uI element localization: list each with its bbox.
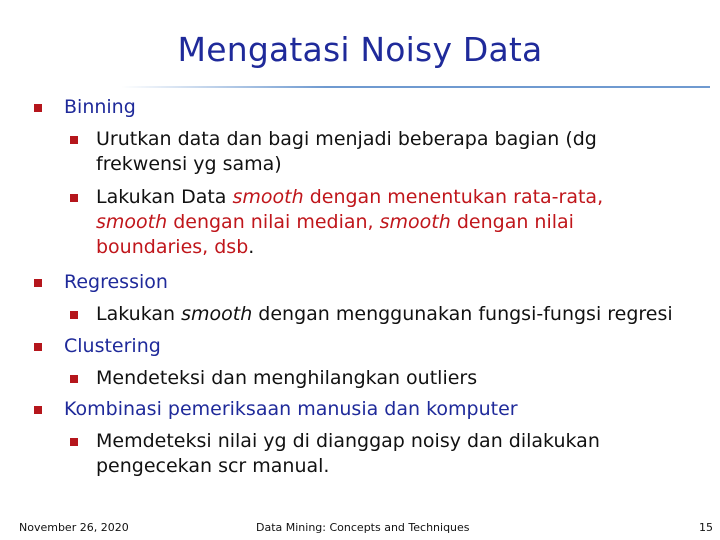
binning-sub2-period: . xyxy=(248,236,255,258)
bullet-icon xyxy=(70,136,78,144)
footer-date: November 26, 2020 xyxy=(19,521,129,534)
binning-sub1-line2: frekwensi yg sama) xyxy=(96,153,282,175)
binning-sub2-text: Lakukan Data xyxy=(96,186,233,208)
binning-sub2-text: boundaries, dsb xyxy=(96,236,249,258)
kombinasi-sub1-line1: Memdeteksi nilai yg di dianggap noisy dan dilakukan xyxy=(96,430,600,452)
bullet-icon xyxy=(34,343,42,351)
regression-sub1-smooth: smooth xyxy=(181,303,253,325)
bullet-clustering: Clustering xyxy=(64,335,161,357)
bullet-icon xyxy=(34,279,42,287)
binning-sub2-line3 xyxy=(96,236,254,258)
slide-title: Mengatasi Noisy Data xyxy=(177,30,543,69)
bullet-icon xyxy=(70,375,78,383)
regression-sub1-text: Lakukan xyxy=(96,303,182,325)
footer-title: Data Mining: Concepts and Techniques xyxy=(256,521,470,534)
bullet-icon xyxy=(70,194,78,202)
binning-sub2-text: dengan nilai xyxy=(450,211,574,233)
clustering-sub1: Mendeteksi dan menghilangkan outliers xyxy=(96,367,478,389)
binning-sub2-line1 xyxy=(96,186,603,208)
regression-sub1-text: dengan menggunakan fungsi-fungsi regresi xyxy=(252,303,673,325)
binning-sub2-text: dengan nilai median, xyxy=(167,211,380,233)
bullet-icon xyxy=(70,438,78,446)
bullet-regression: Regression xyxy=(64,271,168,293)
bullet-binning: Binning xyxy=(64,96,136,118)
bullet-kombinasi: Kombinasi pemeriksaan manusia dan komputer xyxy=(64,398,518,420)
binning-sub2-smooth: smooth xyxy=(232,186,304,208)
bullet-icon xyxy=(34,406,42,414)
regression-sub1 xyxy=(96,303,673,325)
binning-sub2-line2 xyxy=(96,211,574,233)
binning-sub2-smooth: smooth xyxy=(379,211,451,233)
binning-sub1-line1: Urutkan data dan bagi menjadi beberapa bagian (dg xyxy=(96,128,597,150)
bullet-icon xyxy=(70,311,78,319)
page-number: 15 xyxy=(699,521,713,534)
binning-sub2-text: dengan menentukan rata-rata, xyxy=(303,186,604,208)
binning-sub2-smooth: smooth xyxy=(96,211,168,233)
bullet-icon xyxy=(34,104,42,112)
kombinasi-sub1-line2: pengecekan scr manual. xyxy=(96,455,330,477)
